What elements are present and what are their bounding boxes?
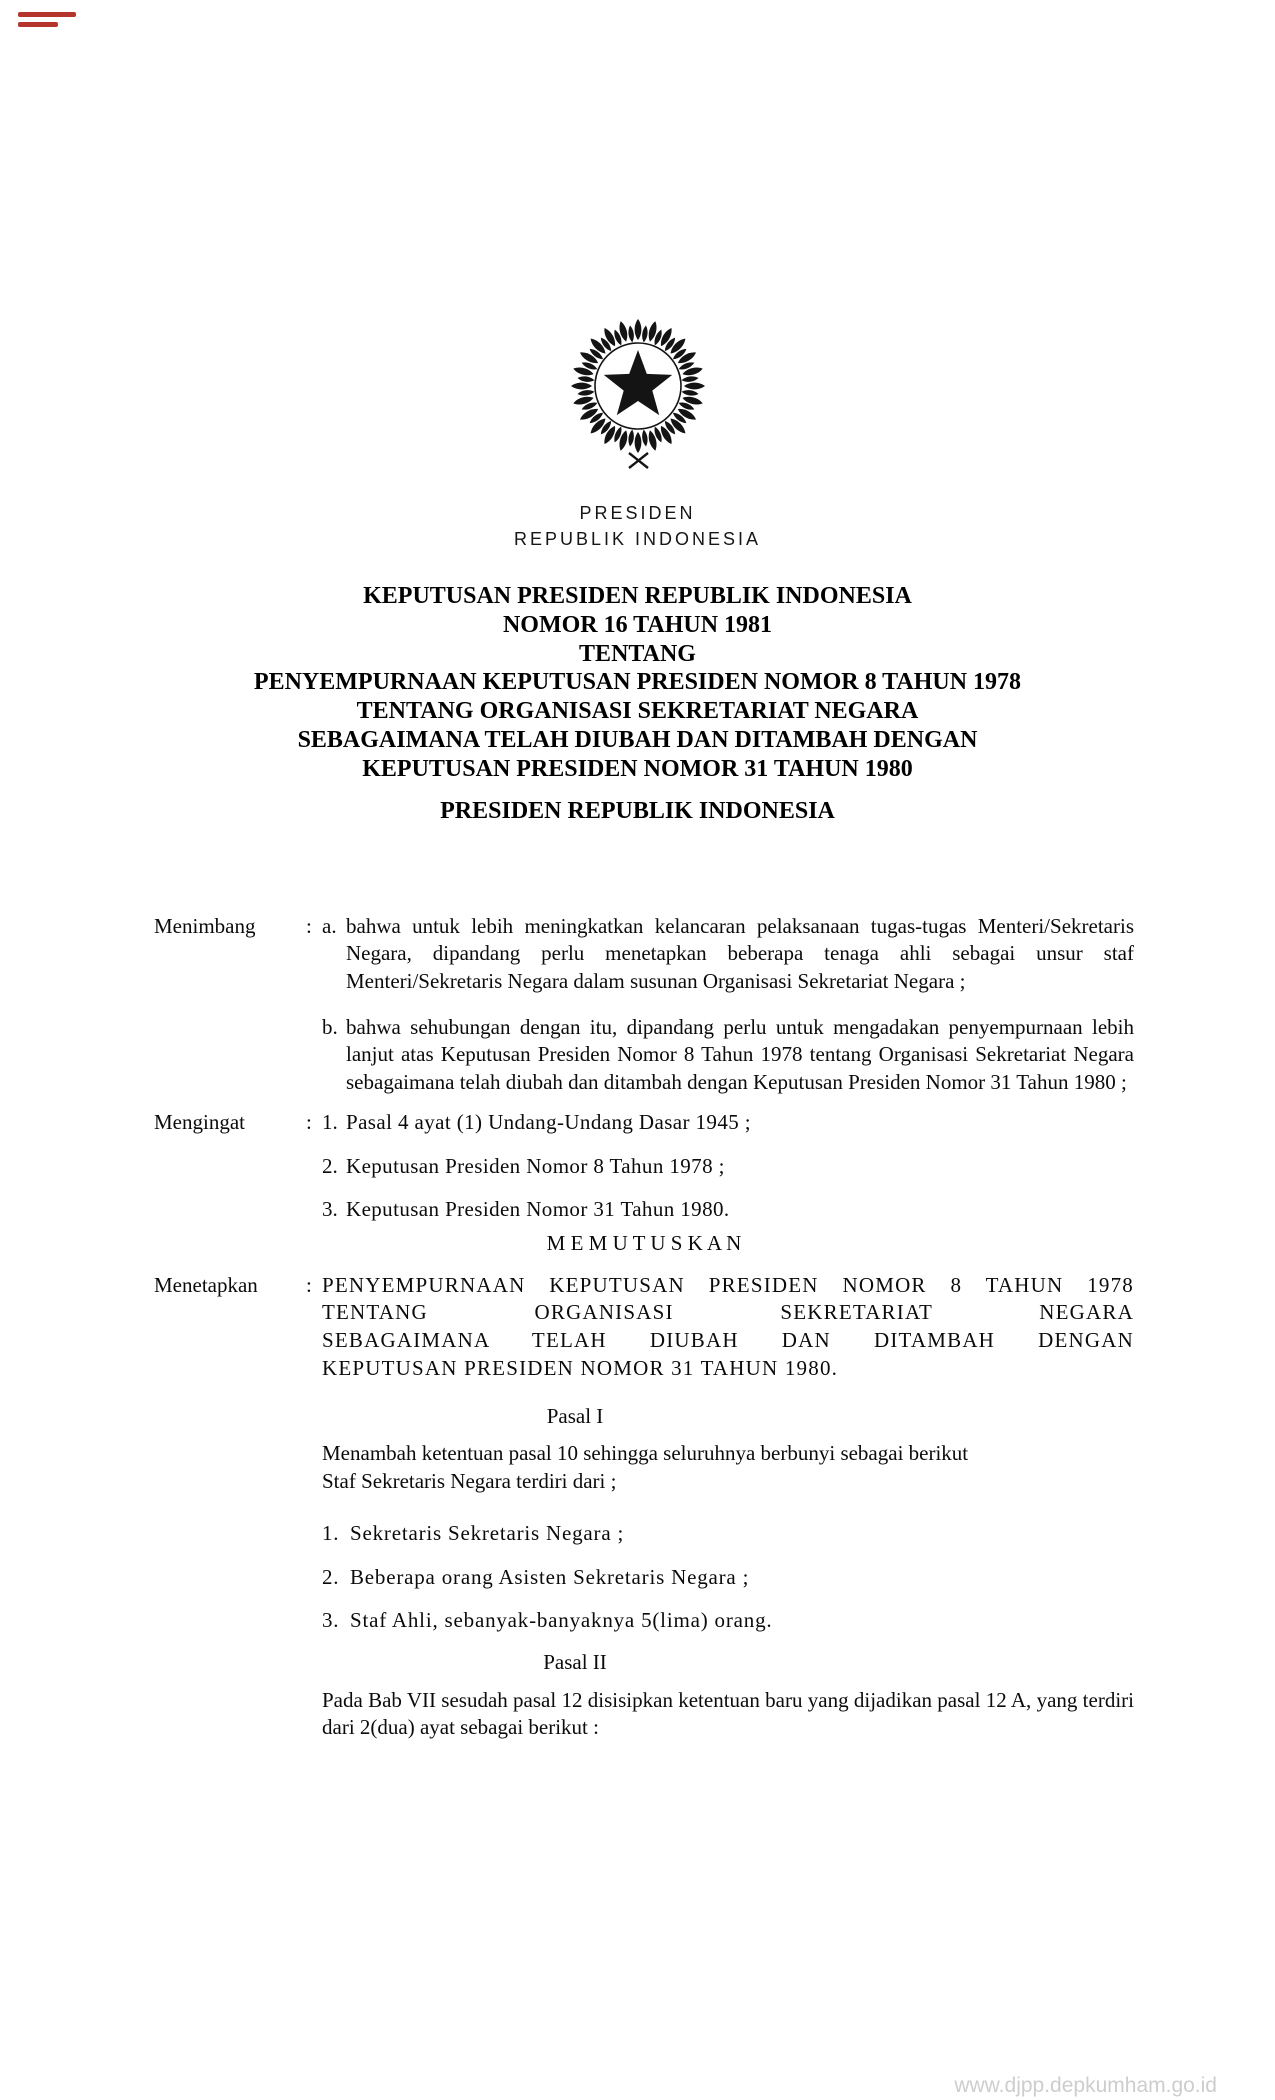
title-line-1: KEPUTUSAN PRESIDEN REPUBLIK INDONESIA	[363, 583, 912, 609]
menetapkan-line: PENYEMPURNAAN KEPUTUSAN PRESIDEN NOMOR 8 TAHUN 1978	[322, 1272, 1134, 1297]
title-line-4: PENYEMPURNAAN KEPUTUSAN PRESIDEN NOMOR 8 TAHUN 1978	[253, 669, 1022, 696]
item-marker: 3.	[322, 1197, 338, 1222]
title-line-7: KEPUTUSAN PRESIDEN NOMOR 31 TAHUN 1980	[362, 755, 913, 782]
pasal-1-intro-line: Staf Sekretaris Negara terdiri dari ;	[322, 1469, 617, 1494]
list-item	[322, 1014, 1134, 1097]
item-marker: 3.	[322, 1608, 340, 1633]
item-text: Keputusan Presiden Nomor 8 Tahun 1978 ;	[346, 1153, 725, 1178]
mengingat-colon: :	[306, 1109, 312, 1134]
star-icon	[603, 350, 671, 415]
title-line-3: TENTANG	[579, 640, 696, 667]
item-text: Pasal 4 ayat (1) Undang-Undang Dasar 1945 ;	[346, 1109, 752, 1134]
document-title	[0, 582, 1275, 784]
title-line-5: TENTANG ORGANISASI SEKRETARIAT NEGARA	[356, 698, 919, 725]
section-menimbang	[154, 913, 1134, 1097]
section-pasal-2	[322, 1649, 1134, 1742]
title-line-6: SEBAGAIMANA TELAH DIUBAH DAN DITAMBAH DENGAN	[297, 726, 978, 753]
seal-caption	[0, 500, 1275, 552]
pasal-1-intro-line: Menambah ketentuan pasal 10 sehingga seluruhnya berbunyi sebagai berikut	[322, 1441, 969, 1466]
list-item	[322, 1109, 1134, 1137]
item-text: Keputusan Presiden Nomor 31 Tahun 1980.	[346, 1197, 730, 1222]
list-item	[322, 913, 1134, 996]
item-marker: a.	[322, 913, 337, 938]
menimbang-colon: :	[306, 913, 312, 938]
presidential-seal-icon	[568, 306, 708, 484]
item-text: Sekretaris Sekretaris Negara ;	[350, 1520, 625, 1545]
title-line-2: NOMOR 16 TAHUN 1981	[502, 611, 773, 638]
document-subtitle: PRESIDEN REPUBLIK INDONESIA	[440, 797, 835, 824]
menetapkan-line: TENTANG ORGANISASI SEKRETARIAT NEGARA	[322, 1300, 1134, 1325]
document-body	[0, 825, 1275, 1743]
red-stamp-bar	[18, 12, 76, 17]
seal-caption-line2: REPUBLIK INDONESIA	[513, 529, 762, 549]
item-marker: 1.	[322, 1520, 340, 1545]
list-item	[322, 1153, 1134, 1181]
presidential-seal	[568, 306, 708, 484]
seal-caption-line1: PRESIDEN	[579, 503, 696, 523]
pasal-2-heading: Pasal II	[543, 1649, 607, 1674]
section-mengingat	[154, 1109, 1134, 1224]
section-menetapkan	[154, 1272, 1134, 1383]
mengingat-label: Mengingat	[154, 1109, 245, 1134]
menetapkan-line: SEBAGAIMANA TELAH DIUBAH DAN DITAMBAH DENGAN	[322, 1328, 1134, 1353]
menimbang-items	[322, 913, 1134, 1097]
item-text: bahwa sehubungan dengan itu, dipandang perlu untuk mengadakan penyempurnaan lebih lanjut atas Keputusan Presiden Nomor 8 Tahun 1978 tentang Organisasi Sekretariat Negara sebagaimana telah diubah dan ditambah dengan Keputusan Presiden Nomor 31 Tahun 1980 ;	[346, 1014, 1134, 1095]
menetapkan-colon: :	[306, 1272, 312, 1297]
menimbang-label: Menimbang	[154, 913, 256, 938]
item-text: bahwa untuk lebih meningkatkan kelancaran pelaksanaan tugas-tugas Menteri/Sekretaris Negara, dipandang perlu menetapkan beberapa tenaga ahli sebagai unsur staf Menteri/Sekretaris Negara dalam susunan Organisasi Sekretariat Negara ;	[346, 913, 1134, 994]
red-stamp-bar	[18, 22, 58, 27]
list-item	[322, 1607, 1134, 1635]
item-marker: 2.	[322, 1564, 340, 1589]
menetapkan-text	[322, 1272, 1134, 1383]
section-pasal-1	[322, 1403, 1134, 1635]
pasal-2-text: Pada Bab VII sesudah pasal 12 disisipkan ketentuan baru yang dijadikan pasal 12 A, yang terdiri dari 2(dua) ayat sebagai berikut :	[322, 1687, 1134, 1740]
menetapkan-label: Menetapkan	[154, 1272, 258, 1297]
list-item	[322, 1196, 1134, 1224]
memutuskan-heading: M E M U T U S K A N	[546, 1231, 742, 1256]
mengingat-items	[322, 1109, 1134, 1224]
pasal-1-heading: Pasal I	[546, 1403, 604, 1428]
menetapkan-line: KEPUTUSAN PRESIDEN NOMOR 31 TAHUN 1980.	[322, 1355, 839, 1380]
red-stamp-mark	[18, 12, 76, 32]
item-text: Staf Ahli, sebanyak-banyaknya 5(lima) orang.	[350, 1608, 773, 1633]
list-item	[322, 1564, 1134, 1592]
item-marker: 2.	[322, 1153, 338, 1178]
item-text: Beberapa orang Asisten Sekretaris Negara ;	[350, 1564, 750, 1589]
watermark: www.djpp.depkumham.go.id	[954, 2074, 1217, 2097]
pasal-1-intro	[322, 1440, 1134, 1495]
item-marker: 1.	[322, 1109, 338, 1134]
list-item	[322, 1520, 1134, 1548]
item-marker: b.	[322, 1014, 338, 1039]
